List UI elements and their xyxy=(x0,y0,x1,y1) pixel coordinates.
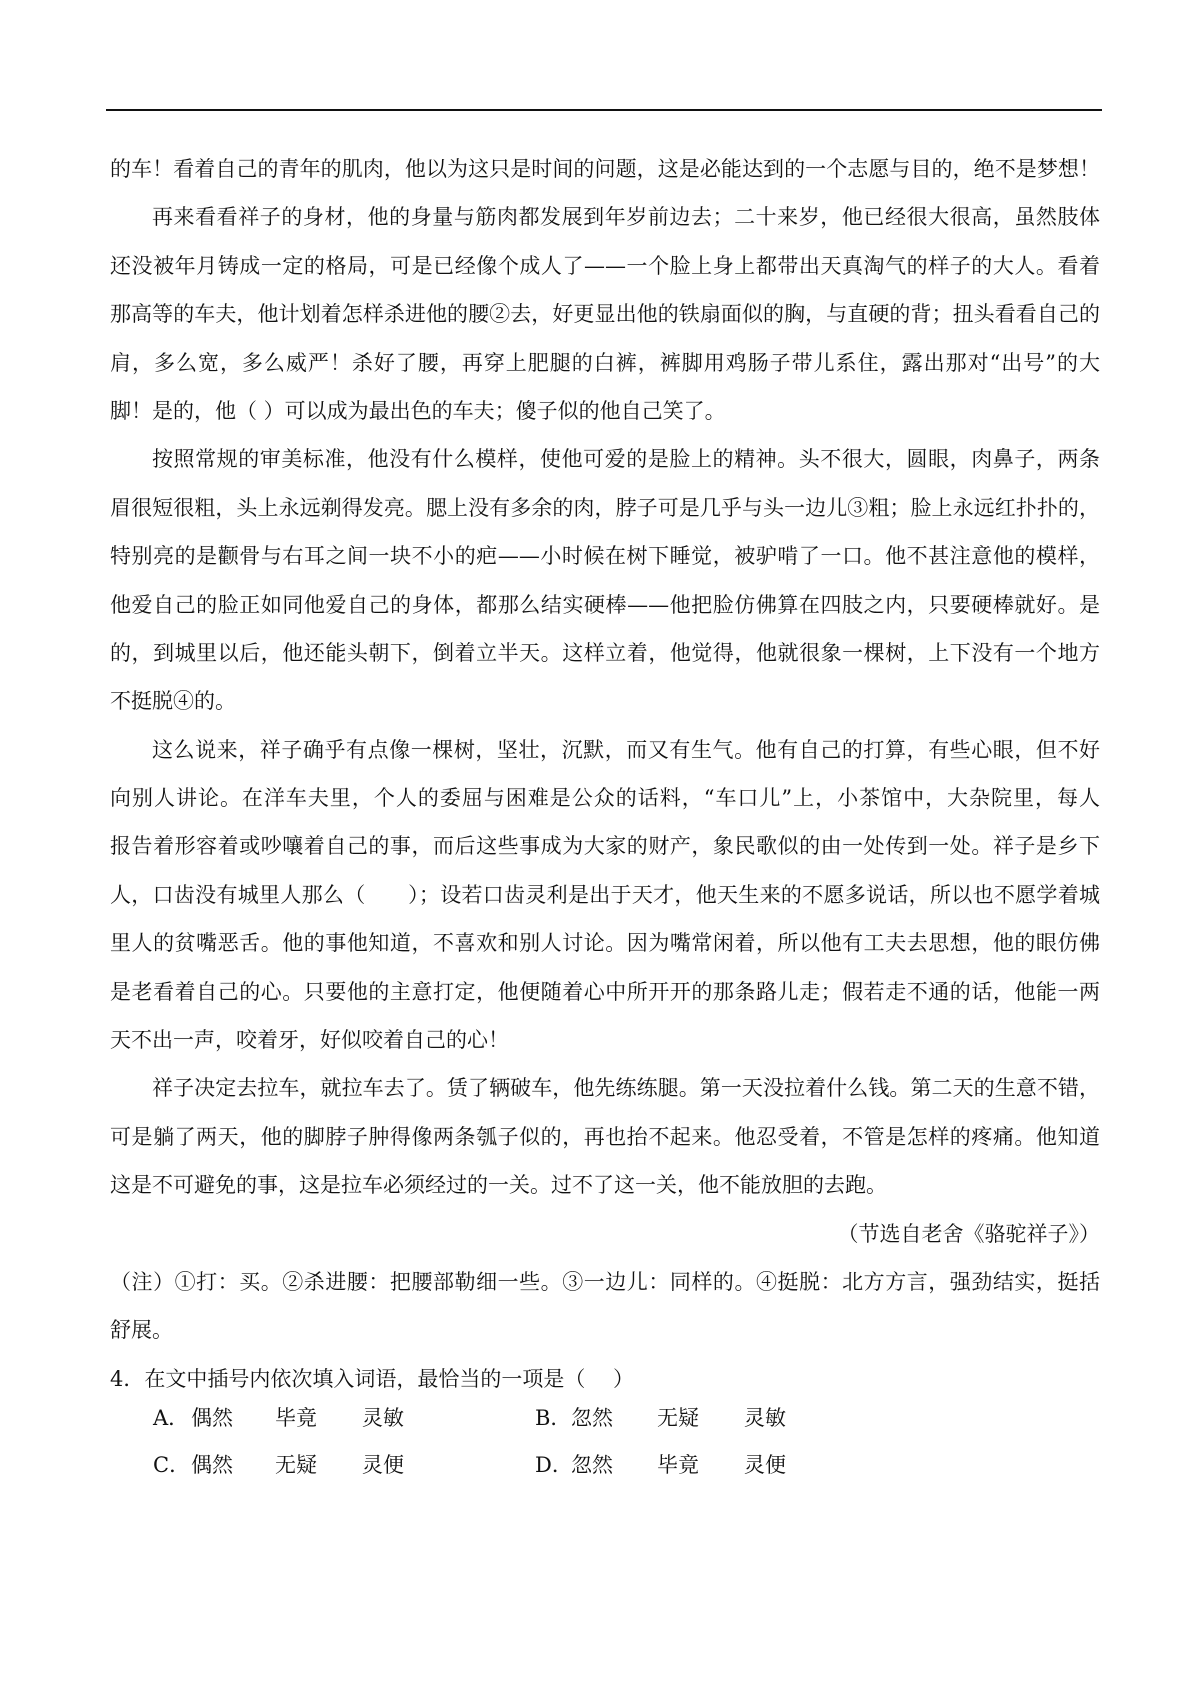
option-word: 忽然 xyxy=(571,1453,613,1477)
text-line: 脚！是的，他（ ）可以成为最出色的车夫；傻子似的他自己笑了。 xyxy=(110,398,726,423)
option-word: 灵敏 xyxy=(362,1406,404,1430)
text-line: （注）①打：买。②杀进腰：把腰部勒细一些。③一边儿：同样的。④挺脱：北方方言，强劲结实，挺括 xyxy=(110,1269,1100,1294)
option-word: 无疑 xyxy=(275,1453,317,1477)
question-4-stem: 4．在文中插号内依次填入词语，最恰当的一项是（ ） xyxy=(110,1366,635,1391)
option-word: 毕竟 xyxy=(275,1406,317,1430)
text-line: 报告着形容着或吵嚷着自己的事，而后这些事成为大家的财产，象民歌似的由一处传到一处。祥子是乡下 xyxy=(110,834,1100,859)
text-line: 的车！看着自己的青年的肌肉，他以为这只是时间的问题，这是必能达到的一个志愿与目的，绝不是梦想！ xyxy=(110,157,1100,181)
text-line: 不挺脱④的。 xyxy=(110,689,236,714)
header-rule xyxy=(106,109,1102,111)
option-word: 灵便 xyxy=(362,1453,404,1477)
text-line: 祥子决定去拉车，就拉车去了。赁了辆破车，他先练练腿。第一天没拉着什么钱。第二天的生意不错， xyxy=(152,1076,1100,1101)
option-word: 毕竟 xyxy=(657,1453,699,1477)
text-line: 眉很短很粗，头上永远剃得发亮。腮上没有多余的肉，脖子可是几乎与头一边儿③粗；脸上永远红扑扑的， xyxy=(110,495,1100,520)
option-word: 灵敏 xyxy=(744,1406,786,1430)
text-line: 还没被年月铸成一定的格局，可是已经像个成人了——一个脸上身上都带出天真淘气的样子的大人。看着 xyxy=(110,253,1100,278)
text-line: 那高等的车夫，他计划着怎样杀进他的腰②去，好更显出他的铁扇面似的胸，与直硬的背；扭头看看自己的 xyxy=(110,302,1100,327)
passage-body xyxy=(110,145,1100,1403)
text-line: 按照常规的审美标准，他没有什么模样，使他可爱的是脸上的精神。头不很大，圆眼，肉鼻子，两条 xyxy=(152,447,1100,472)
text-line: 肩，多么宽，多么威严！杀好了腰，再穿上肥腿的白裤，裤脚用鸡肠子带儿系住，露出那对“出号”的大 xyxy=(110,350,1100,375)
option-word: 灵便 xyxy=(744,1453,786,1477)
option-label: C． xyxy=(153,1453,191,1477)
text-line: 特别亮的是颧骨与右耳之间一块不小的疤——小时候在树下睡觉，被驴啃了一口。他不甚注意他的模样， xyxy=(110,544,1100,569)
option-word: 无疑 xyxy=(657,1406,699,1430)
option-word: 偶然 xyxy=(191,1406,233,1430)
text-line: 向别人讲论。在洋车夫里，个人的委屈与困难是公众的话料，“车口儿”上，小茶馆中，大杂院里，每人 xyxy=(110,786,1100,811)
option-word: 忽然 xyxy=(571,1406,613,1430)
text-line: 这么说来，祥子确乎有点像一棵树，坚壮，沉默，而又有生气。他有自己的打算，有些心眼，但不好 xyxy=(152,737,1100,762)
text-line: 再来看看祥子的身材，他的身量与筋肉都发展到年岁前边去；二十来岁，他已经很大很高，虽然肢体 xyxy=(152,205,1100,230)
text-line: 人，口齿没有城里人那么（ ）；设若口齿灵利是出于天才，他天生来的不愿多说话，所以也不愿学着城 xyxy=(110,882,1100,907)
text-line: 可是躺了两天，他的脚脖子肿得像两条瓠子似的，再也抬不起来。他忍受着，不管是怎样的疼痛。他知道 xyxy=(110,1124,1100,1149)
text-line: （节选自老舍《骆驼祥子》） xyxy=(837,1221,1100,1246)
text-line: 舒展。 xyxy=(110,1318,173,1343)
option-label: D． xyxy=(535,1453,573,1477)
option-label: B． xyxy=(535,1406,572,1430)
option-label: A． xyxy=(153,1406,190,1430)
text-line: 里人的贫嘴恶舌。他的事他知道，不喜欢和别人讨论。因为嘴常闲着，所以他有工夫去思想，他的眼仿佛 xyxy=(110,931,1100,956)
text-line: 天不出一声，咬着牙，好似咬着自己的心！ xyxy=(110,1028,509,1053)
option-word: 偶然 xyxy=(191,1453,233,1477)
text-line: 是老看着自己的心。只要他的主意打定，他便随着心中所开开的那条路儿走；假若走不通的话，他能一两 xyxy=(110,979,1100,1004)
text-line: 这是不可避免的事，这是拉车必须经过的一关。过不了这一关，他不能放胆的去跑。 xyxy=(110,1173,887,1198)
text-line: 他爱自己的脸正如同他爱自己的身体，都那么结实硬棒——他把脸仿佛算在四肢之内，只要硬棒就好。是 xyxy=(110,592,1100,617)
text-line: 的，到城里以后，他还能头朝下，倒着立半天。这样立着，他觉得，他就很象一棵树，上下没有一个地方 xyxy=(110,640,1100,665)
